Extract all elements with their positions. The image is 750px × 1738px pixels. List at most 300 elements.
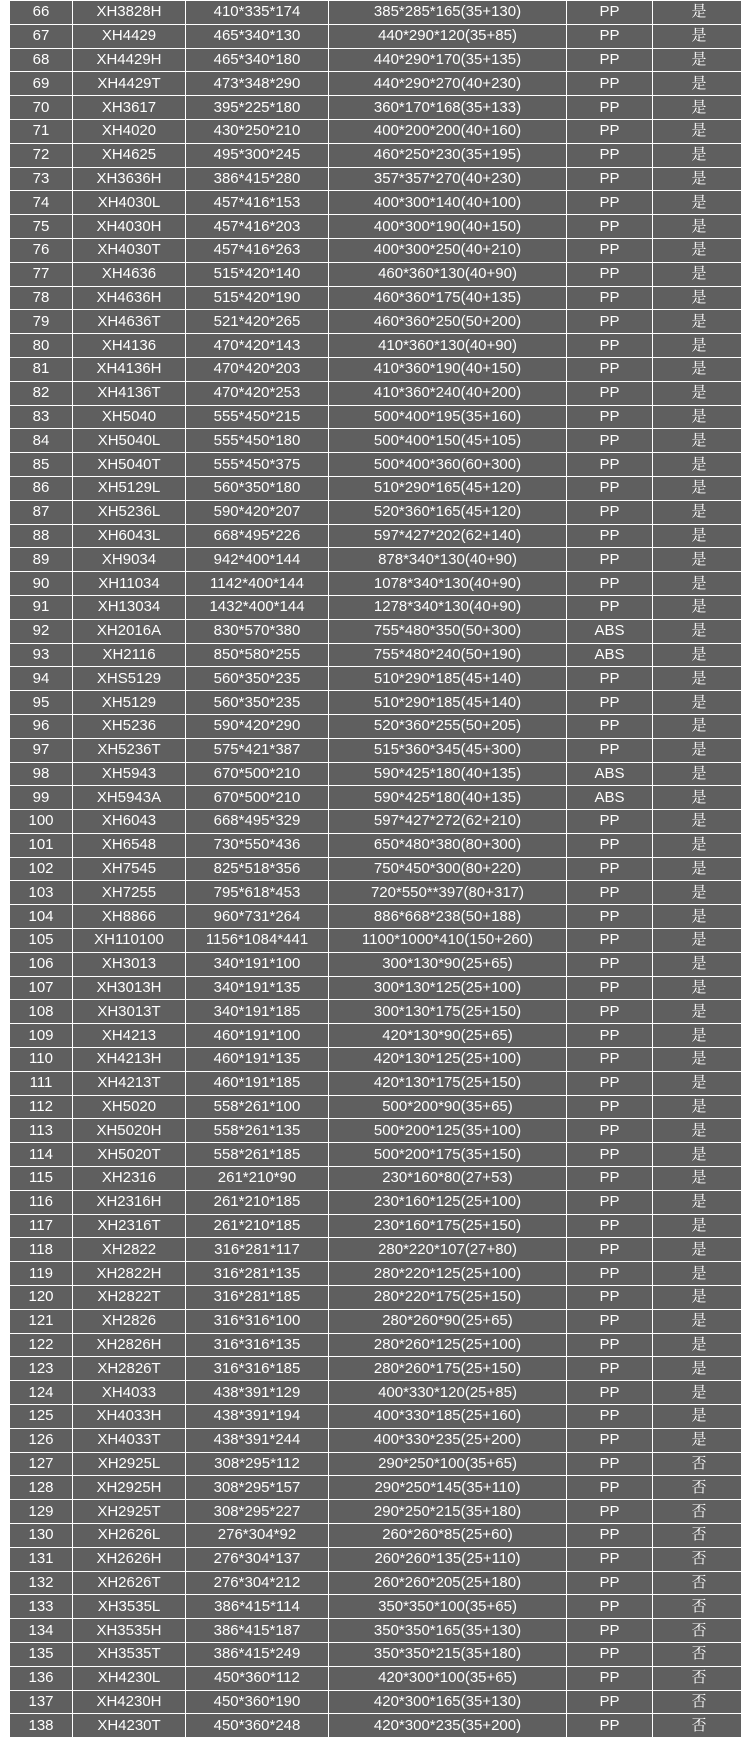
table-row [10,1167,746,1191]
inner-dimensions-cell: 357*357*270(40+230) [329,167,567,191]
row-number-cell: 91 [10,595,73,619]
inner-dimensions-cell: 385*285*165(35+130) [329,1,567,25]
material-cell: PP [567,48,653,72]
material-cell: PP [567,1571,653,1595]
availability-cell: 否 [653,1642,746,1666]
model-cell: XH4230L [73,1666,186,1690]
table-row [10,619,746,643]
row-number-cell: 92 [10,619,73,643]
table-row [10,405,746,429]
material-cell: PP [567,595,653,619]
material-cell: PP [567,1262,653,1286]
model-cell: XH4033 [73,1381,186,1405]
material-cell: PP [567,143,653,167]
outer-dimensions-cell: 555*450*180 [186,429,329,453]
outer-dimensions-cell: 825*518*356 [186,857,329,881]
model-cell: XH2822H [73,1262,186,1286]
material-cell: PP [567,215,653,239]
model-cell: XH4429T [73,72,186,96]
availability-cell: 是 [653,238,746,262]
outer-dimensions-cell: 960*731*264 [186,905,329,929]
model-cell: XH2826H [73,1333,186,1357]
availability-cell: 是 [653,334,746,358]
row-number-cell: 133 [10,1595,73,1619]
model-cell: XH6043 [73,810,186,834]
outer-dimensions-cell: 430*250*210 [186,119,329,143]
row-number-cell: 87 [10,500,73,524]
inner-dimensions-cell: 350*350*100(35+65) [329,1595,567,1619]
model-cell: XH4136T [73,381,186,405]
table-row [10,429,746,453]
model-cell: XH5236L [73,500,186,524]
outer-dimensions-cell: 386*415*187 [186,1619,329,1643]
material-cell: PP [567,1595,653,1619]
table-row [10,1476,746,1500]
material-cell: PP [567,167,653,191]
table-row [10,738,746,762]
row-number-cell: 101 [10,833,73,857]
outer-dimensions-cell: 261*210*185 [186,1190,329,1214]
outer-dimensions-cell: 560*350*235 [186,667,329,691]
table-row [10,667,746,691]
outer-dimensions-cell: 316*281*135 [186,1262,329,1286]
availability-cell: 否 [653,1619,746,1643]
material-cell: PP [567,1524,653,1548]
inner-dimensions-cell: 350*350*165(35+130) [329,1619,567,1643]
availability-cell: 是 [653,72,746,96]
row-number-cell: 100 [10,810,73,834]
model-cell: XH4033T [73,1428,186,1452]
table-row [10,238,746,262]
inner-dimensions-cell: 440*290*120(35+85) [329,24,567,48]
outer-dimensions-cell: 386*415*114 [186,1595,329,1619]
inner-dimensions-cell: 360*170*168(35+133) [329,96,567,120]
table-row [10,215,746,239]
row-number-cell: 88 [10,524,73,548]
availability-cell: 是 [653,952,746,976]
row-number-cell: 119 [10,1262,73,1286]
material-cell: PP [567,691,653,715]
model-cell: XH3535H [73,1619,186,1643]
model-cell: XH4033H [73,1405,186,1429]
availability-cell: 否 [653,1595,746,1619]
inner-dimensions-cell: 400*300*250(40+210) [329,238,567,262]
material-cell: ABS [567,786,653,810]
material-cell: PP [567,1000,653,1024]
row-number-cell: 82 [10,381,73,405]
availability-cell: 是 [653,524,746,548]
model-cell: XH5020T [73,1143,186,1167]
table-row [10,714,746,738]
model-cell: XH3617 [73,96,186,120]
outer-dimensions-cell: 515*420*140 [186,262,329,286]
model-cell: XH4230T [73,1714,186,1738]
inner-dimensions-cell: 460*360*130(40+90) [329,262,567,286]
outer-dimensions-cell: 316*316*135 [186,1333,329,1357]
inner-dimensions-cell: 400*200*200(40+160) [329,119,567,143]
material-cell: PP [567,191,653,215]
inner-dimensions-cell: 500*400*195(35+160) [329,405,567,429]
outer-dimensions-cell: 668*495*226 [186,524,329,548]
material-cell: PP [567,714,653,738]
row-number-cell: 71 [10,119,73,143]
outer-dimensions-cell: 670*500*210 [186,786,329,810]
table-row [10,1714,746,1738]
row-number-cell: 98 [10,762,73,786]
table-row [10,1500,746,1524]
row-number-cell: 113 [10,1119,73,1143]
outer-dimensions-cell: 316*281*117 [186,1238,329,1262]
inner-dimensions-cell: 440*290*270(40+230) [329,72,567,96]
material-cell: PP [567,310,653,334]
table-row [10,548,746,572]
outer-dimensions-cell: 670*500*210 [186,762,329,786]
table-row [10,1024,746,1048]
material-cell: PP [567,1500,653,1524]
availability-cell: 是 [653,1000,746,1024]
availability-cell: 是 [653,119,746,143]
material-cell: PP [567,810,653,834]
outer-dimensions-cell: 555*450*375 [186,453,329,477]
model-cell: XH5020H [73,1119,186,1143]
material-cell: PP [567,238,653,262]
availability-cell: 是 [653,1214,746,1238]
model-cell: XH4636T [73,310,186,334]
table-row [10,1690,746,1714]
availability-cell: 是 [653,476,746,500]
row-number-cell: 83 [10,405,73,429]
outer-dimensions-cell: 470*420*203 [186,357,329,381]
inner-dimensions-cell: 1078*340*130(40+90) [329,572,567,596]
inner-dimensions-cell: 280*220*175(25+150) [329,1286,567,1310]
material-cell: PP [567,72,653,96]
material-cell: PP [567,1714,653,1738]
availability-cell: 否 [653,1666,746,1690]
table-row [10,1642,746,1666]
availability-cell: 是 [653,714,746,738]
table-row [10,262,746,286]
model-cell: XH5020 [73,1095,186,1119]
availability-cell: 是 [653,762,746,786]
outer-dimensions-cell: 795*618*453 [186,881,329,905]
row-number-cell: 131 [10,1547,73,1571]
row-number-cell: 89 [10,548,73,572]
model-cell: XH5943 [73,762,186,786]
material-cell: PP [567,405,653,429]
row-number-cell: 80 [10,334,73,358]
outer-dimensions-cell: 465*340*130 [186,24,329,48]
row-number-cell: 93 [10,643,73,667]
inner-dimensions-cell: 420*300*235(35+200) [329,1714,567,1738]
row-number-cell: 137 [10,1690,73,1714]
model-cell: XH9034 [73,548,186,572]
row-number-cell: 117 [10,1214,73,1238]
table-row [10,1143,746,1167]
model-cell: XH2826 [73,1309,186,1333]
model-cell: XH4429H [73,48,186,72]
model-cell: XH4136H [73,357,186,381]
row-number-cell: 105 [10,929,73,953]
availability-cell: 是 [653,286,746,310]
table-row [10,952,746,976]
availability-cell: 是 [653,1309,746,1333]
inner-dimensions-cell: 500*400*150(45+105) [329,429,567,453]
availability-cell: 是 [653,1167,746,1191]
outer-dimensions-cell: 560*350*235 [186,691,329,715]
inner-dimensions-cell: 460*360*250(50+200) [329,310,567,334]
outer-dimensions-cell: 460*191*100 [186,1024,329,1048]
model-cell: XHS5129 [73,667,186,691]
product-spec-table-wrapper [9,0,741,1738]
row-number-cell: 123 [10,1357,73,1381]
inner-dimensions-cell: 510*290*185(45+140) [329,691,567,715]
material-cell: PP [567,1143,653,1167]
row-number-cell: 120 [10,1286,73,1310]
table-row [10,881,746,905]
row-number-cell: 74 [10,191,73,215]
availability-cell: 是 [653,905,746,929]
outer-dimensions-cell: 308*295*112 [186,1452,329,1476]
inner-dimensions-cell: 515*360*345(45+300) [329,738,567,762]
inner-dimensions-cell: 460*250*230(35+195) [329,143,567,167]
row-number-cell: 106 [10,952,73,976]
availability-cell: 否 [653,1524,746,1548]
availability-cell: 否 [653,1476,746,1500]
table-row [10,500,746,524]
availability-cell: 是 [653,786,746,810]
model-cell: XH4020 [73,119,186,143]
material-cell: ABS [567,762,653,786]
row-number-cell: 66 [10,1,73,25]
table-row [10,786,746,810]
model-cell: XH2626T [73,1571,186,1595]
model-cell: XH4429 [73,24,186,48]
availability-cell: 是 [653,833,746,857]
outer-dimensions-cell: 730*550*436 [186,833,329,857]
row-number-cell: 121 [10,1309,73,1333]
row-number-cell: 84 [10,429,73,453]
model-cell: XH11034 [73,572,186,596]
material-cell: PP [567,1690,653,1714]
outer-dimensions-cell: 850*580*255 [186,643,329,667]
table-row [10,1071,746,1095]
outer-dimensions-cell: 590*420*290 [186,714,329,738]
table-row [10,1619,746,1643]
row-number-cell: 111 [10,1071,73,1095]
inner-dimensions-cell: 650*480*380(80+300) [329,833,567,857]
table-row [10,1286,746,1310]
row-number-cell: 81 [10,357,73,381]
model-cell: XH5236 [73,714,186,738]
inner-dimensions-cell: 1100*1000*410(150+260) [329,929,567,953]
row-number-cell: 96 [10,714,73,738]
inner-dimensions-cell: 400*300*140(40+100) [329,191,567,215]
availability-cell: 是 [653,1190,746,1214]
row-number-cell: 94 [10,667,73,691]
availability-cell: 是 [653,595,746,619]
inner-dimensions-cell: 410*360*190(40+150) [329,357,567,381]
inner-dimensions-cell: 280*220*107(27+80) [329,1238,567,1262]
outer-dimensions-cell: 386*415*280 [186,167,329,191]
outer-dimensions-cell: 438*391*194 [186,1405,329,1429]
availability-cell: 是 [653,48,746,72]
outer-dimensions-cell: 457*416*153 [186,191,329,215]
inner-dimensions-cell: 290*250*100(35+65) [329,1452,567,1476]
row-number-cell: 132 [10,1571,73,1595]
table-row [10,1214,746,1238]
table-row [10,48,746,72]
availability-cell: 是 [653,976,746,1000]
model-cell: XH3013H [73,976,186,1000]
availability-cell: 是 [653,381,746,405]
outer-dimensions-cell: 457*416*263 [186,238,329,262]
row-number-cell: 112 [10,1095,73,1119]
inner-dimensions-cell: 420*300*165(35+130) [329,1690,567,1714]
material-cell: PP [567,1048,653,1072]
inner-dimensions-cell: 290*250*145(35+110) [329,1476,567,1500]
row-number-cell: 77 [10,262,73,286]
inner-dimensions-cell: 400*330*120(25+85) [329,1381,567,1405]
outer-dimensions-cell: 450*360*190 [186,1690,329,1714]
table-row [10,833,746,857]
inner-dimensions-cell: 280*260*90(25+65) [329,1309,567,1333]
material-cell: PP [567,453,653,477]
outer-dimensions-cell: 460*191*135 [186,1048,329,1072]
material-cell: PP [567,857,653,881]
inner-dimensions-cell: 400*330*185(25+160) [329,1405,567,1429]
inner-dimensions-cell: 755*480*240(50+190) [329,643,567,667]
availability-cell: 是 [653,738,746,762]
outer-dimensions-cell: 555*450*215 [186,405,329,429]
table-row [10,1262,746,1286]
table-row [10,191,746,215]
inner-dimensions-cell: 510*290*185(45+140) [329,667,567,691]
material-cell: PP [567,1309,653,1333]
availability-cell: 是 [653,548,746,572]
row-number-cell: 76 [10,238,73,262]
availability-cell: 是 [653,500,746,524]
row-number-cell: 114 [10,1143,73,1167]
material-cell: PP [567,1428,653,1452]
row-number-cell: 79 [10,310,73,334]
material-cell: PP [567,357,653,381]
material-cell: PP [567,24,653,48]
model-cell: XH2116 [73,643,186,667]
model-cell: XH5040 [73,405,186,429]
outer-dimensions-cell: 316*281*185 [186,1286,329,1310]
table-row [10,357,746,381]
outer-dimensions-cell: 495*300*245 [186,143,329,167]
row-number-cell: 109 [10,1024,73,1048]
model-cell: XH7545 [73,857,186,881]
availability-cell: 是 [653,1381,746,1405]
availability-cell: 否 [653,1571,746,1595]
row-number-cell: 107 [10,976,73,1000]
material-cell: PP [567,1190,653,1214]
table-row [10,1595,746,1619]
availability-cell: 是 [653,1,746,25]
row-number-cell: 128 [10,1476,73,1500]
model-cell: XH4230H [73,1690,186,1714]
row-number-cell: 127 [10,1452,73,1476]
table-row [10,810,746,834]
row-number-cell: 73 [10,167,73,191]
inner-dimensions-cell: 1278*340*130(40+90) [329,595,567,619]
model-cell: XH2925H [73,1476,186,1500]
inner-dimensions-cell: 750*450*300(80+220) [329,857,567,881]
table-row [10,1119,746,1143]
outer-dimensions-cell: 308*295*157 [186,1476,329,1500]
row-number-cell: 90 [10,572,73,596]
material-cell: PP [567,524,653,548]
model-cell: XH5236T [73,738,186,762]
material-cell: PP [567,1405,653,1429]
inner-dimensions-cell: 290*250*215(35+180) [329,1500,567,1524]
table-row [10,119,746,143]
model-cell: XH8866 [73,905,186,929]
row-number-cell: 130 [10,1524,73,1548]
table-row [10,1309,746,1333]
model-cell: XH13034 [73,595,186,619]
table-row [10,857,746,881]
inner-dimensions-cell: 460*360*175(40+135) [329,286,567,310]
material-cell: ABS [567,619,653,643]
model-cell: XH3013T [73,1000,186,1024]
model-cell: XH3535L [73,1595,186,1619]
model-cell: XH2826T [73,1357,186,1381]
material-cell: PP [567,548,653,572]
outer-dimensions-cell: 308*295*227 [186,1500,329,1524]
material-cell: PP [567,1666,653,1690]
model-cell: XH5040L [73,429,186,453]
availability-cell: 否 [653,1452,746,1476]
outer-dimensions-cell: 450*360*112 [186,1666,329,1690]
table-row [10,762,746,786]
material-cell: PP [567,1619,653,1643]
material-cell: PP [567,1476,653,1500]
model-cell: XH5129L [73,476,186,500]
availability-cell: 是 [653,1357,746,1381]
table-row [10,1428,746,1452]
availability-cell: 是 [653,1262,746,1286]
availability-cell: 是 [653,1428,746,1452]
inner-dimensions-cell: 410*360*130(40+90) [329,334,567,358]
material-cell: PP [567,1167,653,1191]
inner-dimensions-cell: 590*425*180(40+135) [329,786,567,810]
model-cell: XH4030T [73,238,186,262]
availability-cell: 否 [653,1714,746,1738]
inner-dimensions-cell: 597*427*202(62+140) [329,524,567,548]
model-cell: XH3535T [73,1642,186,1666]
inner-dimensions-cell: 500*200*175(35+150) [329,1143,567,1167]
outer-dimensions-cell: 261*210*185 [186,1214,329,1238]
inner-dimensions-cell: 260*260*205(25+180) [329,1571,567,1595]
table-row [10,1,746,25]
material-cell: PP [567,1119,653,1143]
inner-dimensions-cell: 300*130*90(25+65) [329,952,567,976]
model-cell: XH6548 [73,833,186,857]
outer-dimensions-cell: 1156*1084*441 [186,929,329,953]
outer-dimensions-cell: 276*304*212 [186,1571,329,1595]
material-cell: PP [567,1286,653,1310]
material-cell: PP [567,500,653,524]
table-row [10,1381,746,1405]
row-number-cell: 102 [10,857,73,881]
table-row [10,691,746,715]
model-cell: XH2822T [73,1286,186,1310]
row-number-cell: 67 [10,24,73,48]
outer-dimensions-cell: 386*415*249 [186,1642,329,1666]
